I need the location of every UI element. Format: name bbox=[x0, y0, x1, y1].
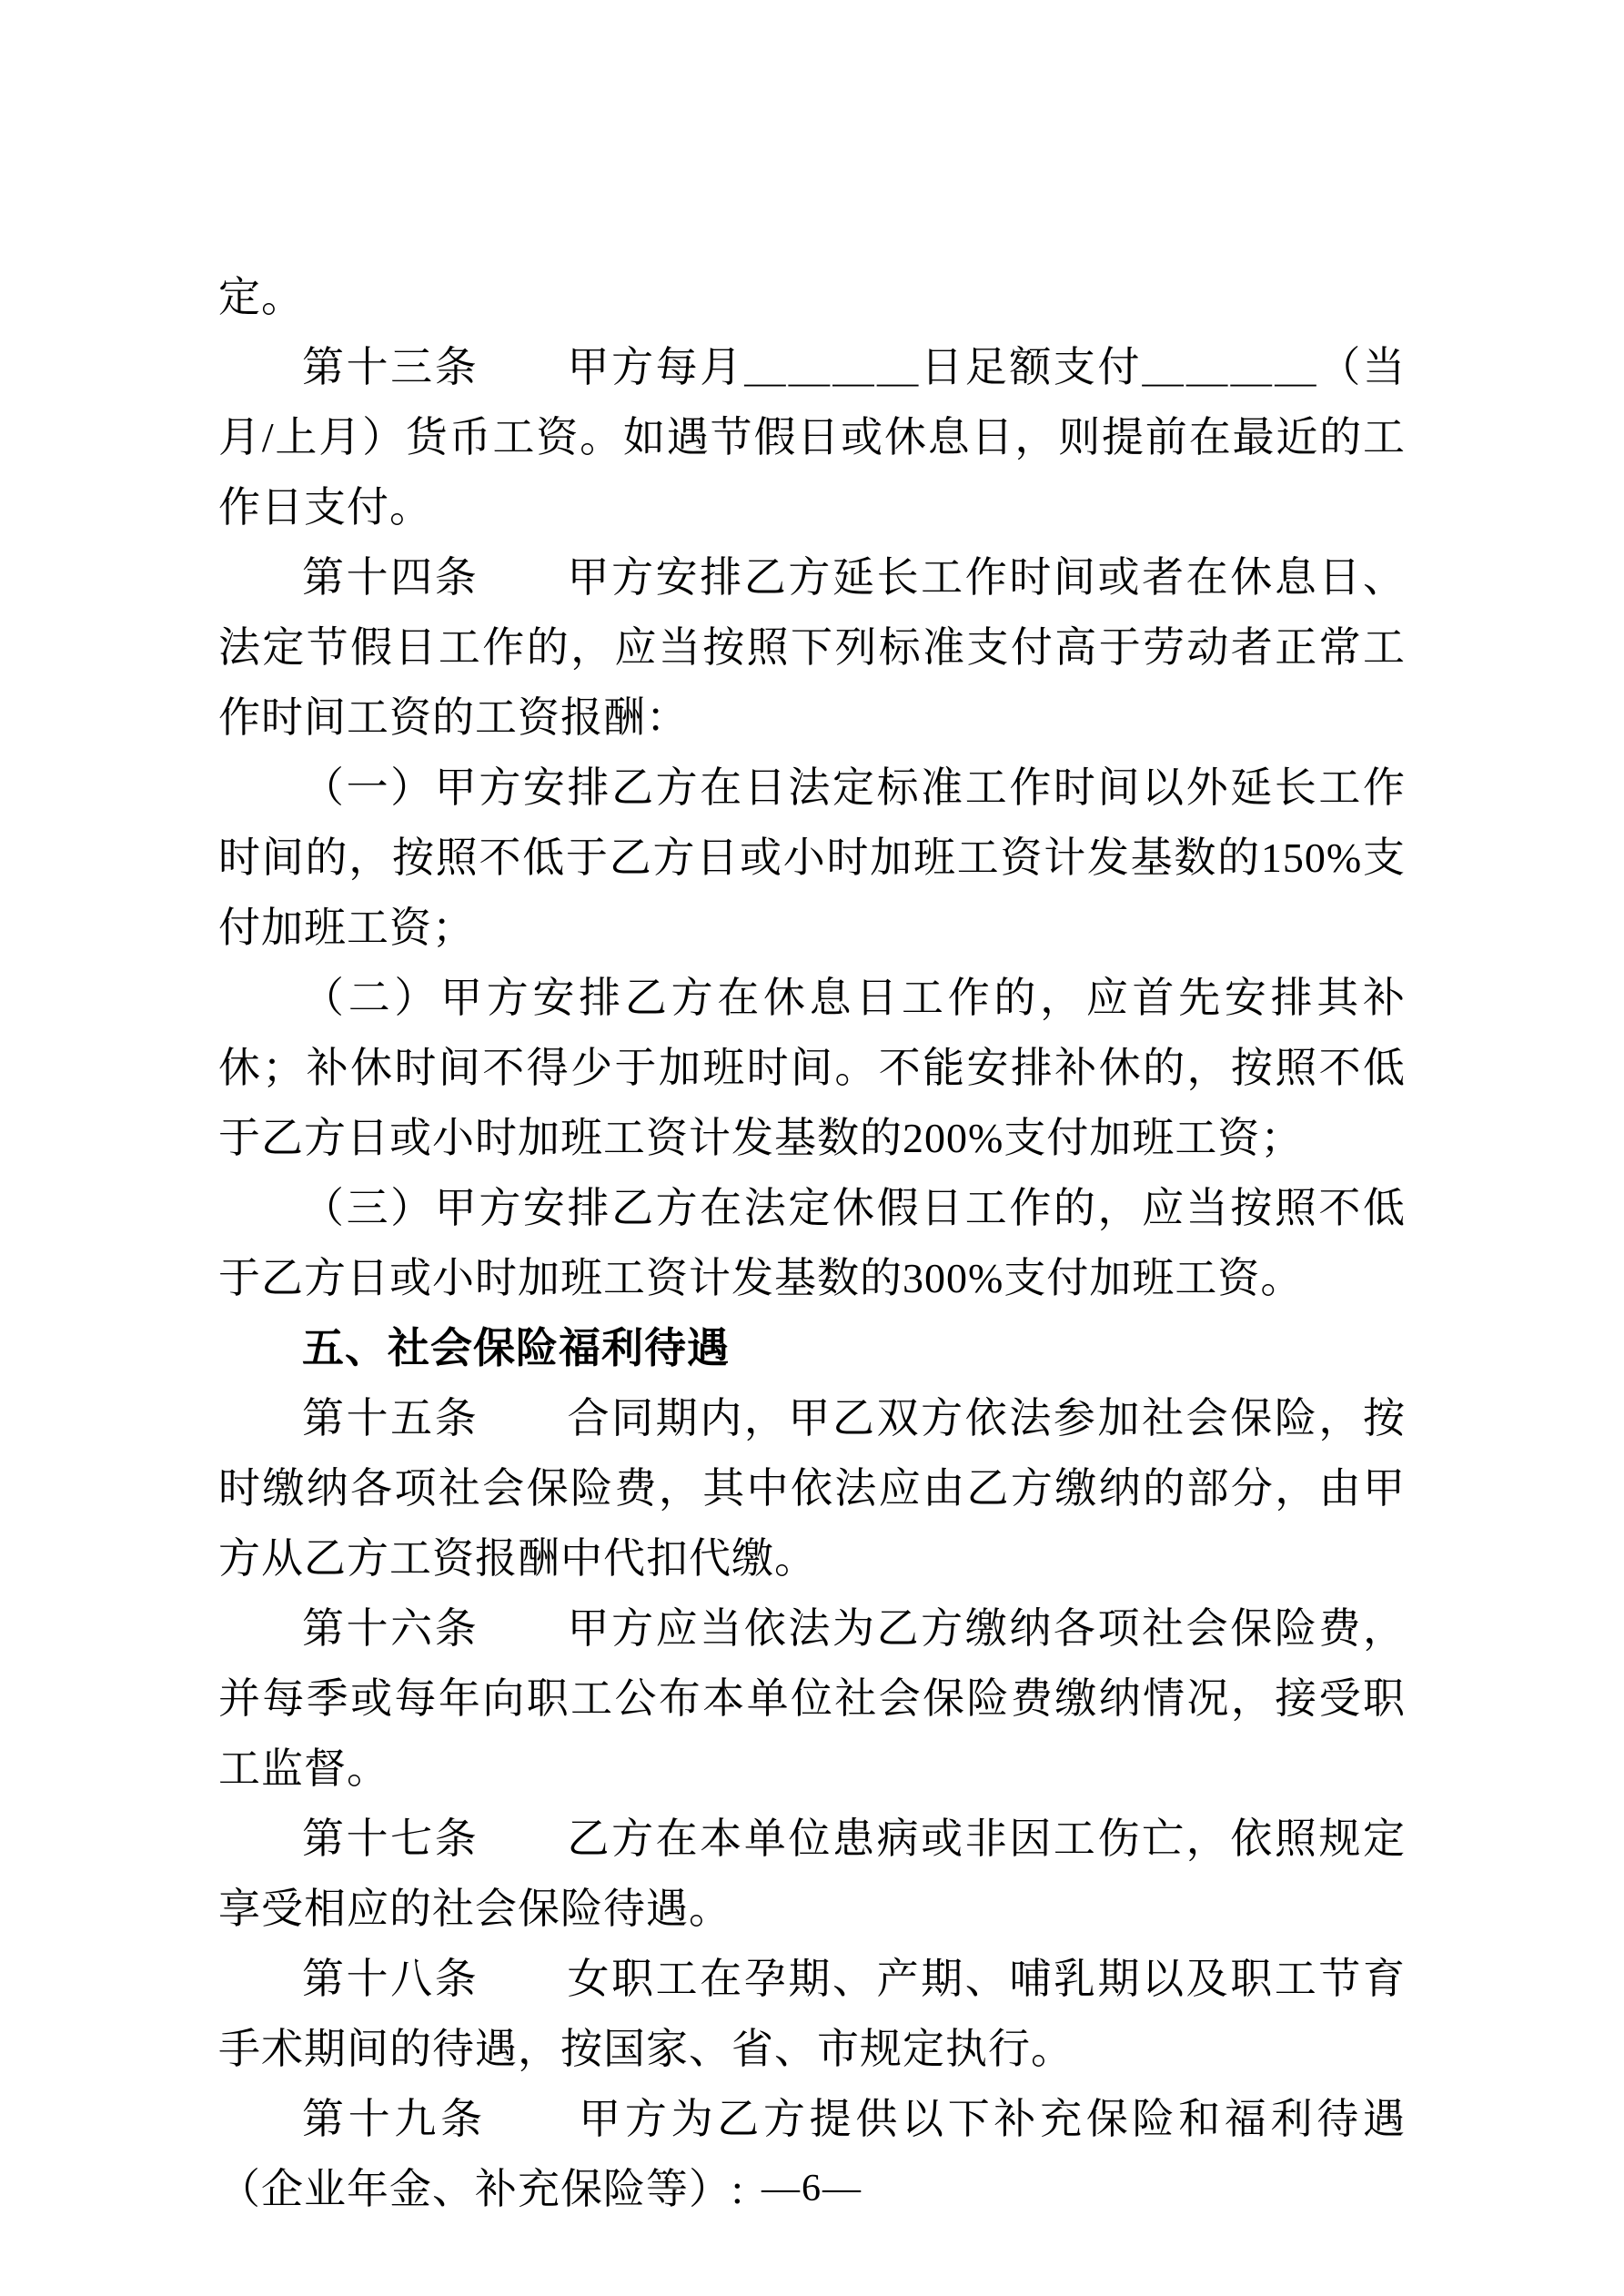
paragraph: 定。 bbox=[218, 274, 304, 320]
page-footer bbox=[0, 2166, 1624, 2211]
paragraph: 第十五条 合同期内，甲乙双方依法参加社会保险，按时缴纳各项社会保险费，其中依法应由乙方缴纳的部分，由甲方从乙方工资报酬中代扣代缴。 bbox=[218, 1395, 1406, 1582]
page-number: —6— bbox=[762, 2168, 862, 2210]
section-heading: 五、社会保险福利待遇 bbox=[302, 1324, 730, 1371]
paragraph: 第十六条 甲方应当依法为乙方缴纳各项社会保险费，并每季或每年向职工公布本单位社会保险费缴纳情况，接受职工监督。 bbox=[218, 1605, 1406, 1792]
paragraph: （一）甲方安排乙方在日法定标准工作时间以外延长工作时间的，按照不低于乙方日或小时加班工资计发基数的150%支付加班工资； bbox=[218, 764, 1406, 951]
paragraph: （二）甲方安排乙方在休息日工作的，应首先安排其补休；补休时间不得少于加班时间。不能安排补休的，按照不低于乙方日或小时加班工资计发基数的200%支付加班工资； bbox=[218, 975, 1406, 1161]
paragraph: （三）甲方安排乙方在法定休假日工作的，应当按照不低于乙方日或小时加班工资计发基数的300%支付加班工资。 bbox=[218, 1185, 1406, 1301]
paragraph: 第十四条 甲方安排乙方延长工作时间或者在休息日、法定节假日工作的，应当按照下列标准支付高于劳动者正常工作时间工资的工资报酬： bbox=[218, 554, 1406, 741]
paragraph: 第十九条 甲方为乙方提供以下补充保险和福利待遇（企业年金、补充保险等）: bbox=[218, 2096, 1406, 2212]
paragraph: 第十三条 甲方每月＿＿＿＿日足额支付＿＿＿＿（当月/上月）货币工资。如遇节假日或休息日，则提前在最近的工作日支付。 bbox=[218, 344, 1406, 531]
paragraph: 第十八条 女职工在孕期、产期、哺乳期以及职工节育手术期间的待遇，按国家、省、市规定执行。 bbox=[218, 1956, 1406, 2072]
document-body bbox=[218, 262, 1406, 2224]
paragraph: 第十七条 乙方在本单位患病或非因工伤亡，依照规定享受相应的社会保险待遇。 bbox=[218, 1816, 1406, 1932]
